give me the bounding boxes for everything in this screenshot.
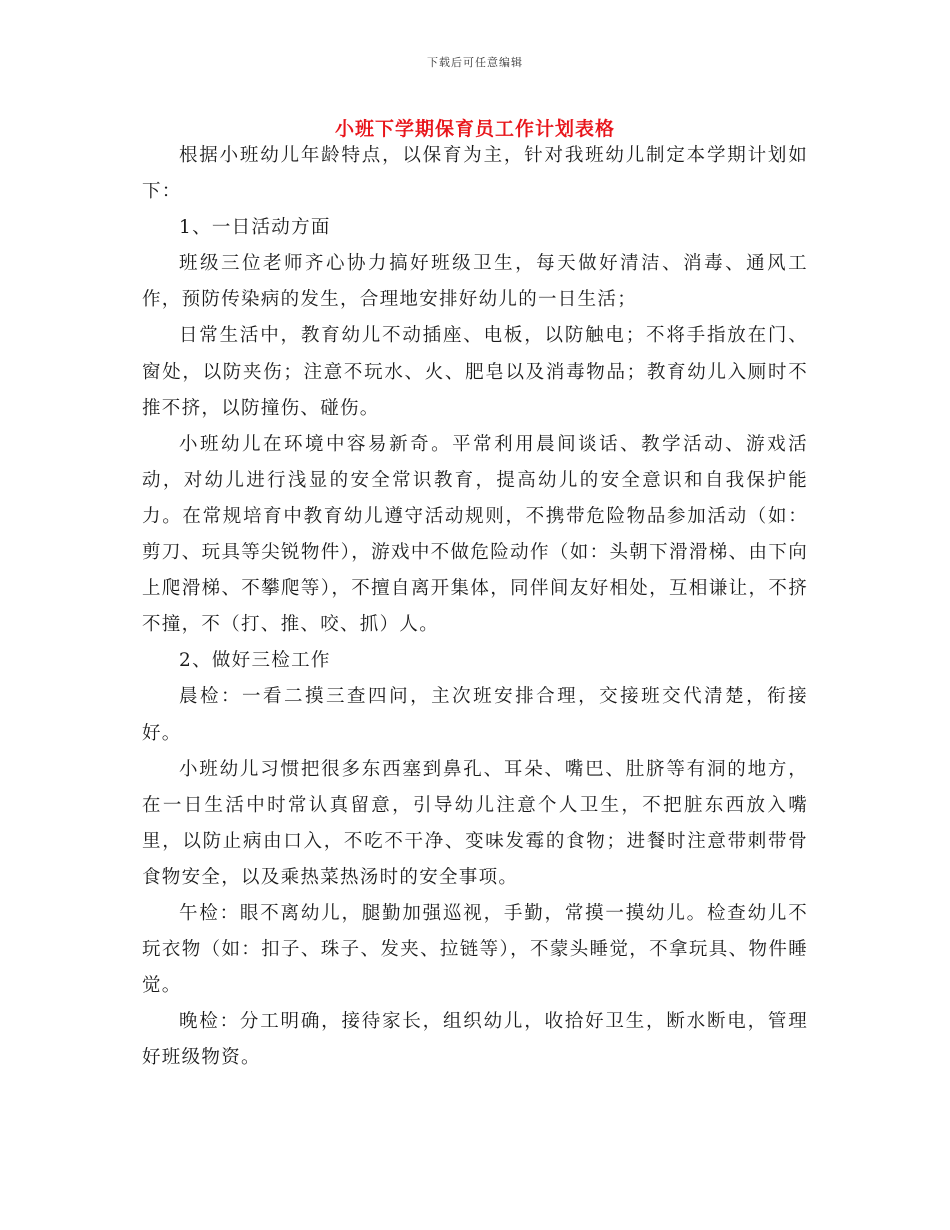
paragraph-noon-check: 午检：眼不离幼儿，腿勤加强巡视，手勤，常摸一摸幼儿。检查幼儿不玩衣物（如：扣子、珠子、发夹、拉链等），不蒙头睡觉，不拿玩具、物件睡觉。: [142, 902, 808, 997]
section-heading-daily-activities: 1、一日活动方面: [179, 217, 331, 239]
document-title: 小班下学期保育员工作计划表格: [334, 118, 615, 140]
paragraph-hygiene: 班级三位老师齐心协力搞好班级卫生，每天做好清洁、消毒、通风工作，预防传染病的发生，合理地安排好幼儿的一日生活；: [142, 253, 808, 311]
paragraph-evening-check: 晚检：分工明确，接待家长，组织幼儿，收拾好卫生，断水断电，管理好班级物资。: [142, 1011, 808, 1069]
paragraph-daily-safety: 日常生活中，教育幼儿不动插座、电板，以防触电；不将手指放在门、窗处，以防夹伤；注意不玩水、火、肥皂以及消毒物品；教育幼儿入厕时不推不挤，以防撞伤、碰伤。: [142, 325, 808, 419]
paragraph-intro: 根据小班幼儿年龄特点，以保育为主，针对我班幼儿制定本学期计划如下：: [142, 145, 808, 203]
paragraph-morning-check: 晨检：一看二摸三查四问，主次班安排合理，交接班交代清楚，衔接好。: [142, 686, 808, 744]
paragraph-safety-education: 小班幼儿在环境中容易新奇。平常利用晨间谈话、教学活动、游戏活动，对幼儿进行浅显的安全常识教育，提高幼儿的安全意识和自我保护能力。在常规培育中教育幼儿遵守活动规则，不携带危险物品参加活动（如：剪刀、玩具等尖锐物件），游戏中不做危险动作（如：头朝下滑滑梯、由下向上爬滑梯、不攀爬等），不擅自离开集体，同伴间友好相处，互相谦让，不挤不撞，不（打、推、咬、抓）人。: [142, 433, 808, 636]
section-heading-three-checks: 2、做好三检工作: [179, 650, 331, 672]
header-note: 下载后可任意编辑: [427, 56, 523, 69]
paragraph-personal-hygiene: 小班幼儿习惯把很多东西塞到鼻孔、耳朵、嘴巴、肚脐等有洞的地方，在一日生活中时常认真留意，引导幼儿注意个人卫生，不把脏东西放入嘴里，以防止病由口入，不吃不干净、变味发霉的食物；进餐时注意带刺带骨食物安全，以及乘热菜热汤时的安全事项。: [142, 758, 808, 888]
document-body: [142, 138, 808, 1076]
